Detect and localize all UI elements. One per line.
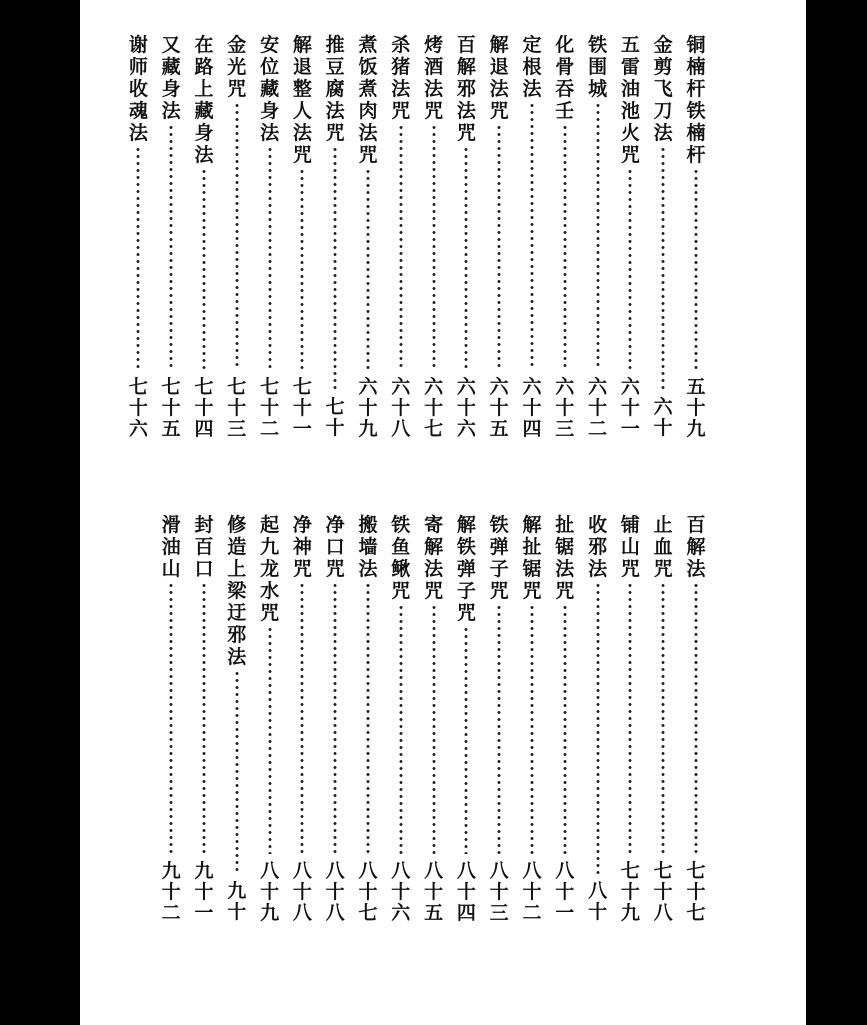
toc-entry-title: 修 造 上 梁 迂 邪 法	[227, 514, 247, 668]
toc-entry-page: 六 十 四	[522, 376, 542, 440]
toc-entry-title: 定 根 法	[522, 34, 542, 100]
toc-entry-title: 搬 墙 法	[358, 514, 378, 580]
leader-dots	[464, 626, 468, 854]
toc-entry-page: 六 十 六	[456, 376, 476, 440]
toc-entry-title: 解 退 整 人 法 咒	[292, 34, 312, 166]
toc-entry-page: 八 十 六	[391, 860, 411, 924]
leader-dots	[235, 102, 239, 370]
toc-entry-title: 收 邪 法	[588, 514, 608, 580]
toc-entry-page: 八 十 四	[456, 860, 476, 924]
leader-dots	[366, 168, 370, 370]
leader-dots	[661, 582, 665, 854]
toc-entry-title: 铁 围 城	[588, 34, 608, 100]
toc-entry-title: 煮 饭 煮 肉 法 咒	[358, 34, 378, 166]
toc-entry-page: 八 十 二	[522, 860, 542, 924]
leader-dots	[596, 582, 600, 874]
leader-dots	[399, 604, 403, 854]
leader-dots	[169, 124, 173, 370]
toc-entry-page: 六 十 二	[588, 376, 608, 440]
leader-dots	[563, 604, 567, 854]
toc-entry-title: 百 解 邪 法 咒	[456, 34, 476, 144]
leader-dots	[333, 146, 337, 390]
toc-entry-title: 扯 锯 法 咒	[555, 514, 575, 602]
toc-entry-page: 六 十 五	[489, 376, 509, 440]
toc-entry-title: 解 退 法 咒	[489, 34, 509, 122]
toc-entry-title: 解 扯 锯 咒	[522, 514, 542, 602]
leader-dots	[300, 582, 304, 854]
toc-entry-page: 八 十 一	[555, 860, 575, 924]
leader-dots	[694, 168, 698, 370]
toc-entry-page: 六 十 九	[358, 376, 378, 440]
leader-dots	[563, 124, 567, 370]
toc-entry-page: 八 十	[588, 880, 608, 923]
toc-page	[80, 0, 806, 1025]
toc-entry-title: 谢 师 收 魂 法	[128, 34, 148, 144]
toc-entry-title: 铺 山 咒	[620, 514, 640, 580]
toc-entry-title: 起 九 龙 水 咒	[260, 514, 280, 624]
toc-entry-title: 封 百 口	[194, 514, 214, 580]
toc-entry-title: 烤 酒 法 咒	[424, 34, 444, 122]
leader-dots	[530, 102, 534, 370]
toc-entry-title: 百 解 法	[686, 514, 706, 580]
toc-entry-title: 金 剪 飞 刀 法	[653, 34, 673, 144]
toc-entry-page: 七 十 一	[292, 376, 312, 440]
leader-dots	[300, 168, 304, 370]
leader-dots	[464, 146, 468, 370]
toc-entry-page: 九 十	[227, 880, 247, 923]
toc-entry-page: 八 十 八	[292, 860, 312, 924]
toc-entry-title: 在 路 上 藏 身 法	[194, 34, 214, 166]
leader-dots	[432, 604, 436, 854]
toc-entry-page: 七 十 二	[260, 376, 280, 440]
toc-entry-title: 铜 楠 杆 铁 楠 杆	[686, 34, 706, 166]
leader-dots	[694, 582, 698, 854]
leader-dots	[366, 582, 370, 854]
toc-entry-page: 八 十 五	[424, 860, 444, 924]
toc-entry-page: 八 十 八	[325, 860, 345, 924]
leader-dots	[235, 670, 239, 874]
leader-dots	[661, 146, 665, 390]
toc-entry-page: 九 十 一	[194, 860, 214, 924]
leader-dots	[530, 604, 534, 854]
toc-entry-title: 金 光 咒	[227, 34, 247, 100]
leader-dots	[268, 146, 272, 370]
toc-entry-page: 八 十 七	[358, 860, 378, 924]
leader-dots	[136, 146, 140, 370]
leader-dots	[628, 582, 632, 854]
toc-entry-title: 滑 油 山	[161, 514, 181, 580]
toc-entry-page: 八 十 三	[489, 860, 509, 924]
toc-entry-title: 止 血 咒	[653, 514, 673, 580]
toc-entry-page: 六 十 八	[391, 376, 411, 440]
toc-entry-title: 铁 弹 子 咒	[489, 514, 509, 602]
leader-dots	[202, 168, 206, 370]
toc-entry-title: 铁 鱼 鳅 咒	[391, 514, 411, 602]
toc-entry-page: 七 十 七	[686, 860, 706, 924]
toc-entry-page: 七 十 八	[653, 860, 673, 924]
leader-dots	[628, 168, 632, 370]
toc-entry-page: 六 十 三	[555, 376, 575, 440]
toc-entry-page: 七 十	[325, 396, 345, 439]
toc-entry-page: 七 十 五	[161, 376, 181, 440]
toc-entry-title: 安 位 藏 身 法	[260, 34, 280, 144]
toc-entry-title: 化 骨 吞 壬	[555, 34, 575, 122]
toc-entry-page: 六 十 一	[620, 376, 640, 440]
toc-entry-title: 解 铁 弹 子 咒	[456, 514, 476, 624]
toc-entry-page: 八 十 九	[260, 860, 280, 924]
leader-dots	[202, 582, 206, 854]
toc-entry-title: 推 豆 腐 法 咒	[325, 34, 345, 144]
toc-entry-title: 杀 猪 法 咒	[391, 34, 411, 122]
leader-dots	[268, 626, 272, 854]
leader-dots	[333, 582, 337, 854]
leader-dots	[596, 102, 600, 370]
toc-entry-title: 净 口 咒	[325, 514, 345, 580]
toc-entry-title: 净 神 咒	[292, 514, 312, 580]
leader-dots	[432, 124, 436, 370]
toc-entry-title: 又 藏 身 法	[161, 34, 181, 122]
toc-entry-page: 五 十 九	[686, 376, 706, 440]
toc-entry-page: 七 十 三	[227, 376, 247, 440]
toc-entry-title: 寄 解 法 咒	[424, 514, 444, 602]
toc-entry-page: 九 十 二	[161, 860, 181, 924]
toc-entry-page: 七 十 四	[194, 376, 214, 440]
leader-dots	[169, 582, 173, 854]
toc-entry-page: 七 十 六	[128, 376, 148, 440]
leader-dots	[497, 124, 501, 370]
toc-entry-page: 六 十	[653, 396, 673, 439]
toc-entry-page: 七 十 九	[620, 860, 640, 924]
toc-entry-title: 五 雷 油 池 火 咒	[620, 34, 640, 166]
toc-entry-page: 六 十 七	[424, 376, 444, 440]
leader-dots	[399, 124, 403, 370]
leader-dots	[497, 604, 501, 854]
